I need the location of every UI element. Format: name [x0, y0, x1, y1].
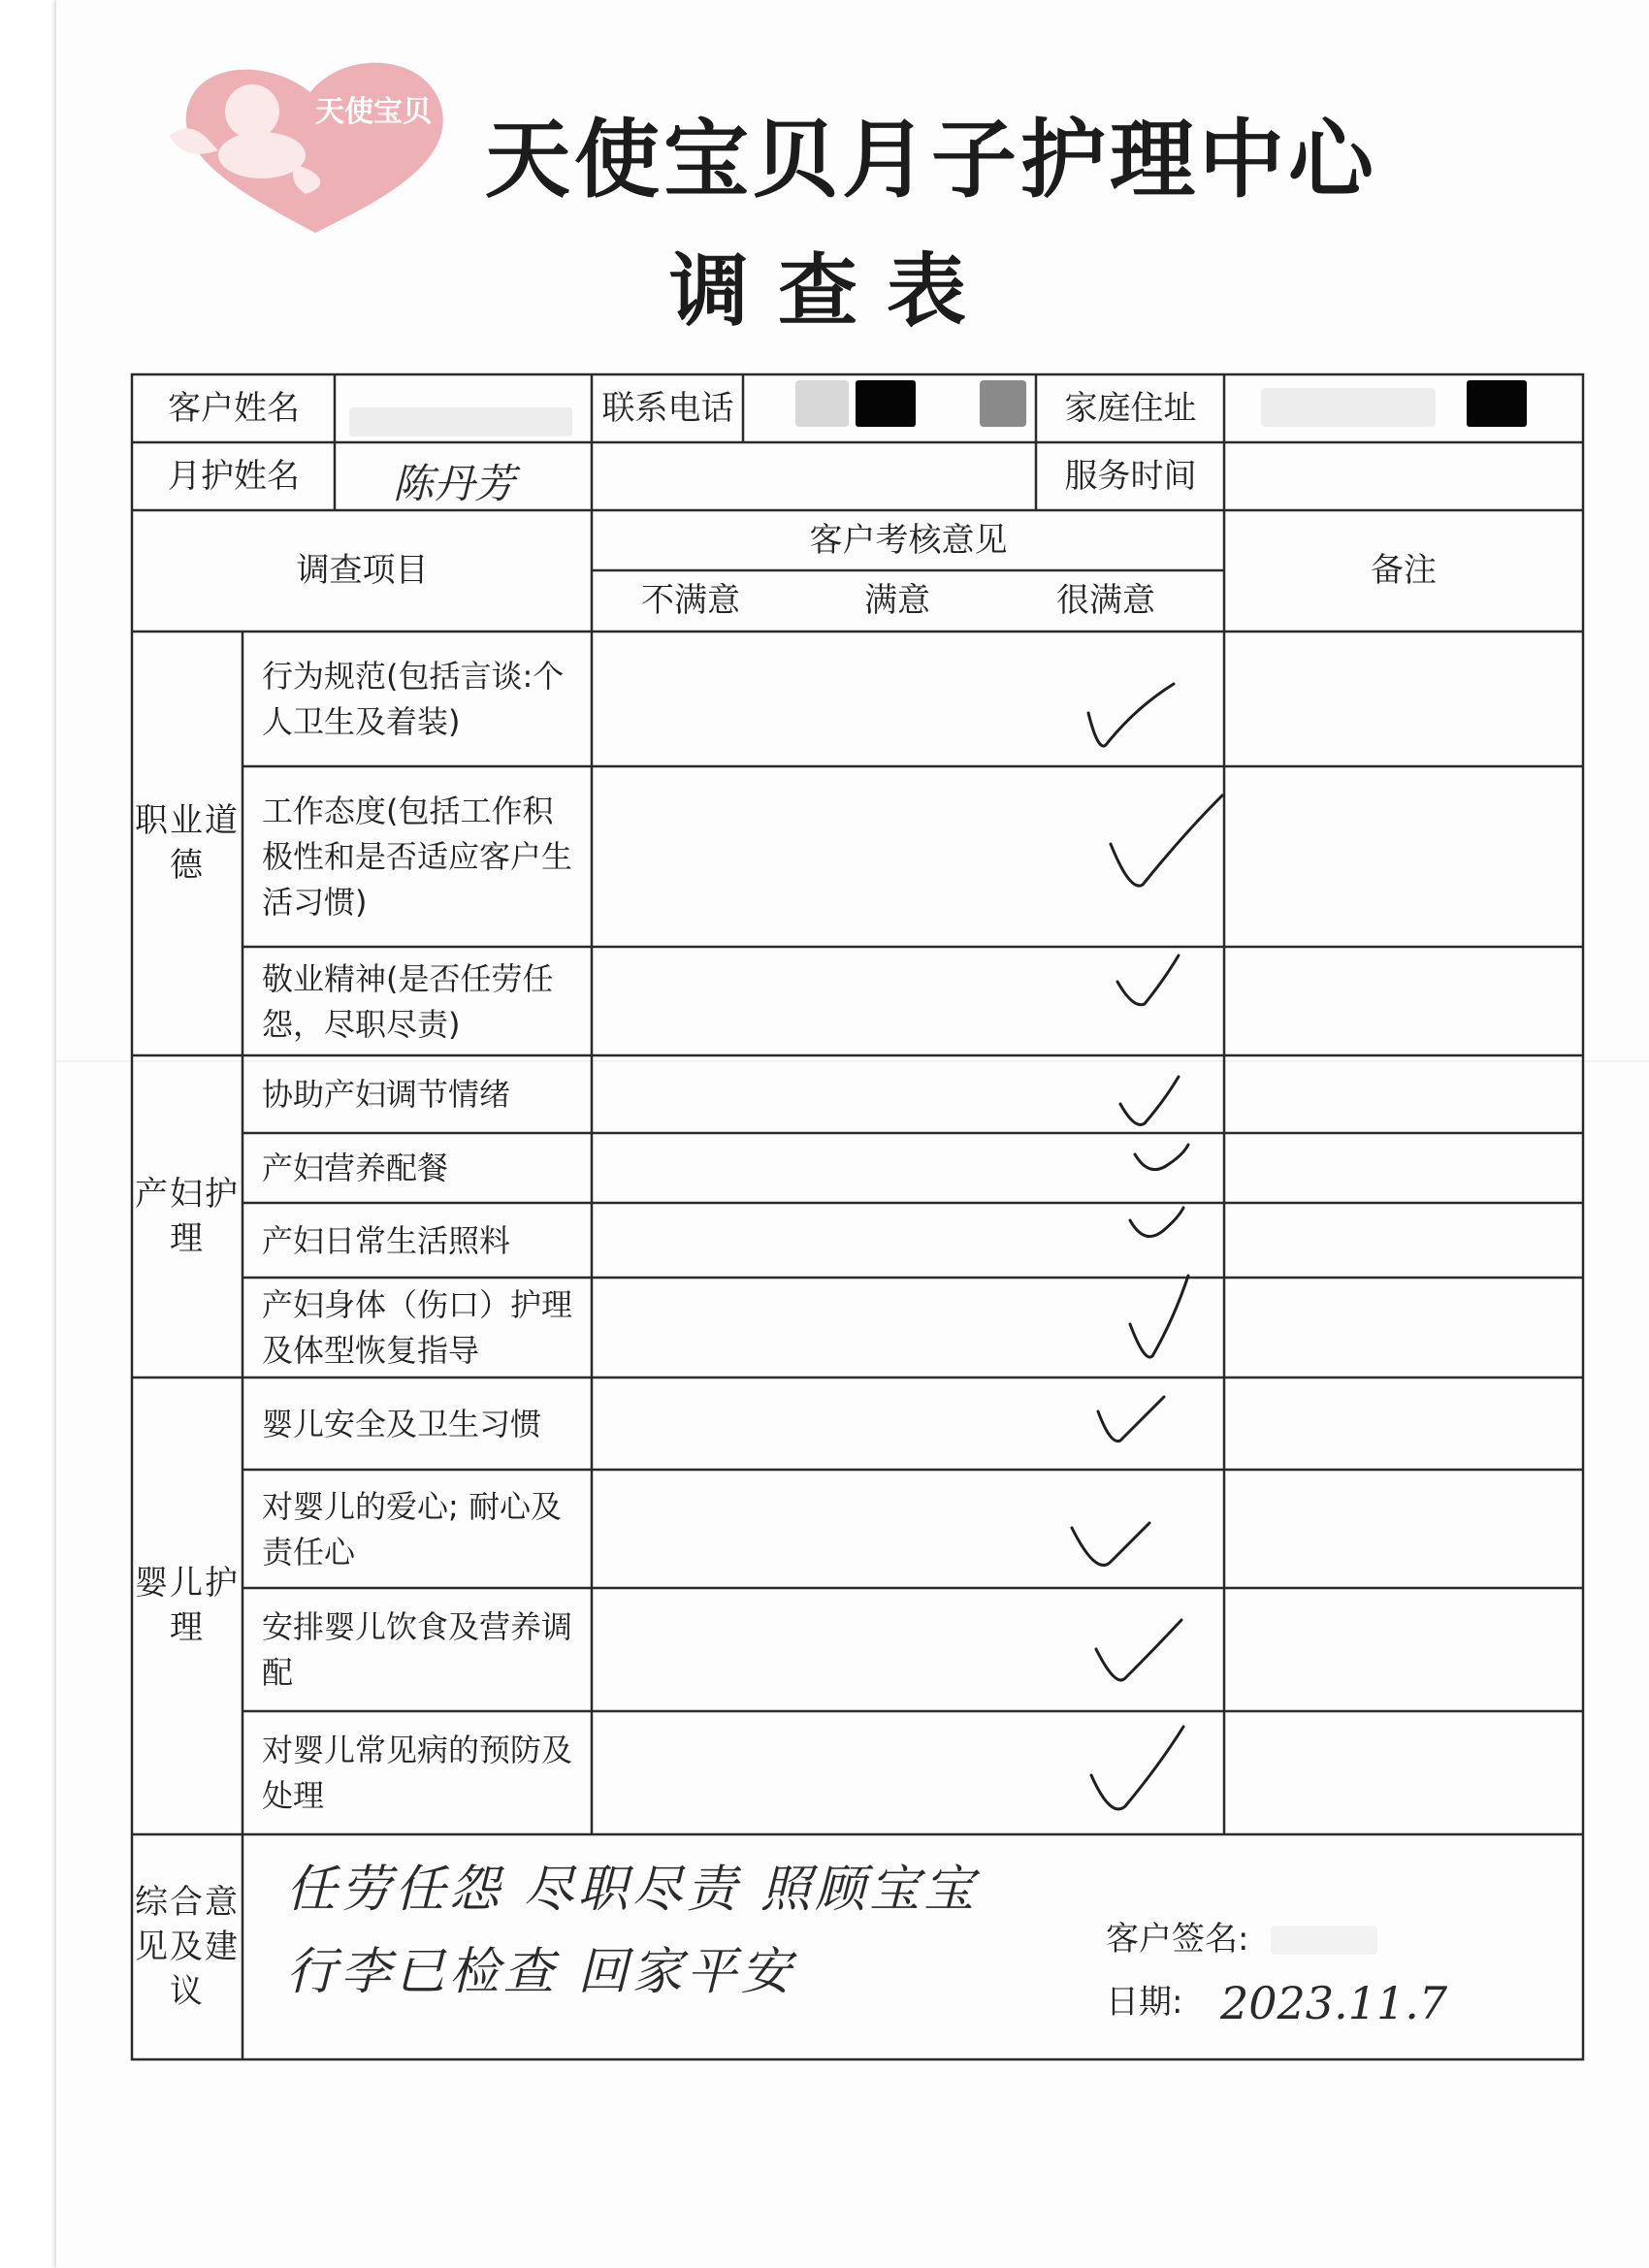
redacted-address-block — [1467, 380, 1527, 427]
satisfied-header: 满意 — [864, 581, 930, 621]
center-title: 天使宝贝月子护理中心 — [485, 110, 1378, 210]
category-maternal-care: 产妇护理 — [135, 1174, 240, 1258]
survey-item-header: 调查项目 — [296, 551, 429, 591]
customer-opinion-header: 客户考核意见 — [809, 520, 1008, 560]
redacted-phone-block — [856, 380, 916, 427]
item-daily-care: 产妇日常生活照料 — [262, 1221, 511, 1259]
redacted-customer-name — [349, 407, 572, 437]
nurse-name-label: 月护姓名 — [168, 456, 300, 496]
category-infant-care: 婴儿护理 — [135, 1564, 240, 1647]
item-nutrition: 产妇营养配餐 — [262, 1150, 449, 1186]
date-value: 2023.11.7 — [1220, 1977, 1448, 2029]
summary-comment-line1: 任劳任怨 尽职尽责 照顾宝宝 — [286, 1861, 979, 1919]
redacted-address — [1261, 388, 1436, 427]
form-subtitle: 调查表 — [669, 245, 996, 338]
item-emotion-support: 协助产妇调节情绪 — [262, 1076, 511, 1113]
nurse-name-value: 陈丹芳 — [393, 460, 516, 507]
item-dedication: 敬业精神(是否任劳任怨，尽职尽责) — [262, 959, 554, 1043]
logo-text: 天使宝贝 — [315, 95, 432, 129]
phone-label: 联系电话 — [601, 388, 734, 428]
date-label: 日期: — [1106, 1983, 1183, 2023]
item-infant-safety: 婴儿安全及卫生习惯 — [262, 1405, 542, 1442]
category-professional-ethics: 职业道德 — [135, 801, 240, 885]
signature-label: 客户签名: — [1106, 1920, 1249, 1960]
remarks-header: 备注 — [1371, 551, 1437, 591]
redacted-phone-blur — [795, 380, 849, 427]
service-time-label: 服务时间 — [1064, 456, 1197, 496]
very-satisfied-header: 很满意 — [1056, 581, 1155, 621]
item-recovery: 产妇身体（伤口）护理及体型恢复指导 — [262, 1286, 573, 1369]
address-label: 家庭住址 — [1064, 388, 1197, 428]
customer-name-label: 客户姓名 — [168, 388, 300, 428]
summary-label: 综合意见及建议 — [135, 1883, 240, 2011]
unsatisfied-header: 不满意 — [641, 581, 740, 621]
summary-comment-line2: 行李已检查 回家平安 — [286, 1943, 795, 2001]
angel-heart-logo — [150, 49, 461, 238]
item-behavior: 行为规范(包括言谈:个人卫生及着装) — [262, 658, 565, 740]
item-work-attitude: 工作态度(包括工作积极性和是否适应客户生活习惯) — [262, 793, 573, 921]
redacted-signature — [1271, 1926, 1377, 1955]
item-infant-illness: 对婴儿常见病的预防及处理 — [262, 1732, 573, 1814]
redacted-phone-gray — [980, 380, 1026, 427]
item-infant-diet: 安排婴儿饮食及营养调配 — [262, 1608, 573, 1691]
item-infant-love: 对婴儿的爱心; 耐心及责任心 — [262, 1487, 562, 1571]
